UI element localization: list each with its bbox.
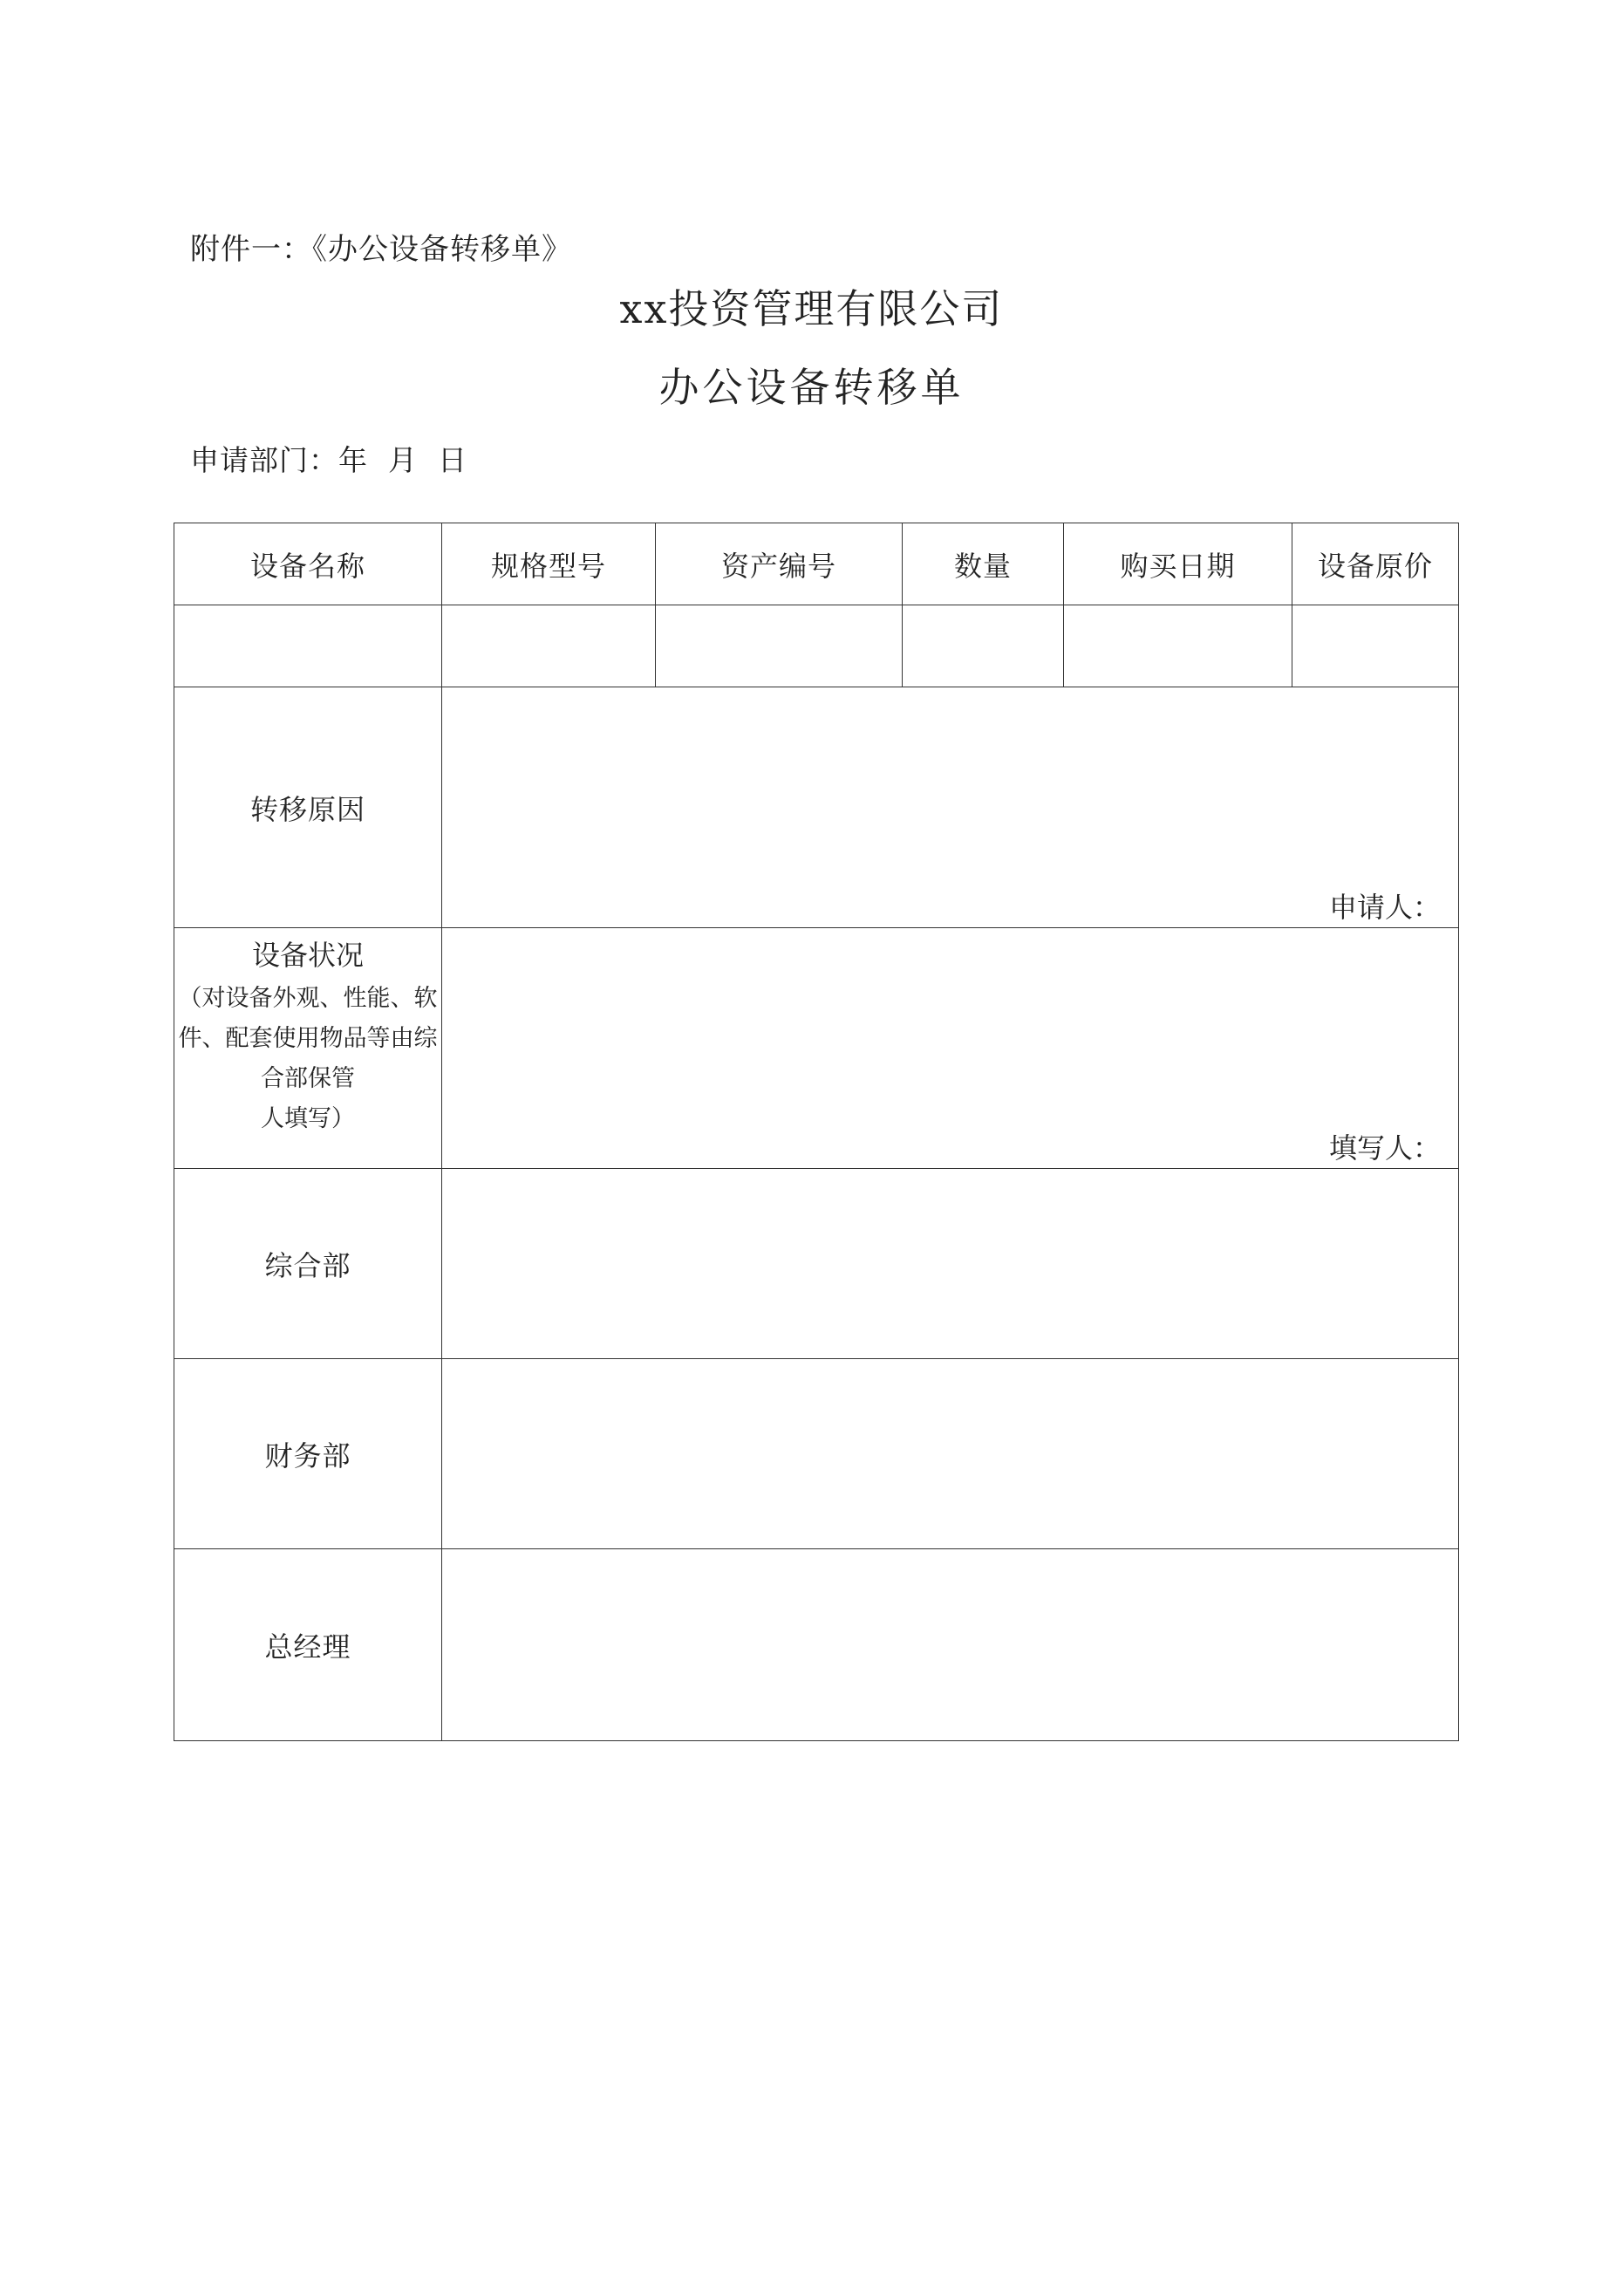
column-header: 数量: [903, 523, 1064, 605]
company-name: xx投资管理有限公司: [619, 285, 1004, 332]
finance-dept-approval-field[interactable]: [442, 1359, 1459, 1549]
general-dept-row: [174, 1169, 1459, 1359]
equipment-status-label: 设备状况 （对设备外观、性能、软 件、配套使用物品等由综 合部保管 人填写）: [174, 928, 442, 1169]
original-price-cell[interactable]: [1292, 605, 1459, 687]
quantity-cell[interactable]: [903, 605, 1064, 687]
purchase-date-cell[interactable]: [1064, 605, 1292, 687]
asset-number-cell[interactable]: [656, 605, 903, 687]
applicant-department-date: 申请部门：年 月 日: [190, 443, 467, 477]
filler-signature-label: 填写人：: [1328, 1131, 1441, 1165]
transfer-reason-row: [174, 687, 1459, 928]
attachment-label: 附件一：《办公设备转移单》: [190, 232, 572, 267]
form-title: 办公设备转移单: [658, 364, 965, 411]
table-header-row: [174, 523, 1459, 605]
general-manager-approval-field[interactable]: [442, 1549, 1459, 1741]
column-header: 设备名称: [174, 523, 442, 605]
equipment-name-cell[interactable]: [174, 605, 442, 687]
applicant-signature-label: 申请人：: [1328, 891, 1441, 924]
equipment-entry-row: [174, 605, 1459, 687]
finance-dept-row: [174, 1359, 1459, 1549]
column-header: 规格型号: [442, 523, 656, 605]
general-manager-label: 总经理: [174, 1549, 442, 1741]
transfer-form-table: [174, 523, 1459, 1741]
column-header: 资产编号: [656, 523, 903, 605]
finance-dept-label: 财务部: [174, 1359, 442, 1549]
general-manager-row: [174, 1549, 1459, 1741]
transfer-reason-field[interactable]: [442, 687, 1459, 928]
general-dept-label: 综合部: [174, 1169, 442, 1359]
transfer-reason-label: 转移原因: [174, 687, 442, 928]
model-cell[interactable]: [442, 605, 656, 687]
equipment-status-row: [174, 928, 1459, 1169]
column-header: 设备原价: [1292, 523, 1459, 605]
column-header: 购买日期: [1064, 523, 1292, 605]
general-dept-approval-field[interactable]: [442, 1169, 1459, 1359]
equipment-status-field[interactable]: [442, 928, 1459, 1169]
